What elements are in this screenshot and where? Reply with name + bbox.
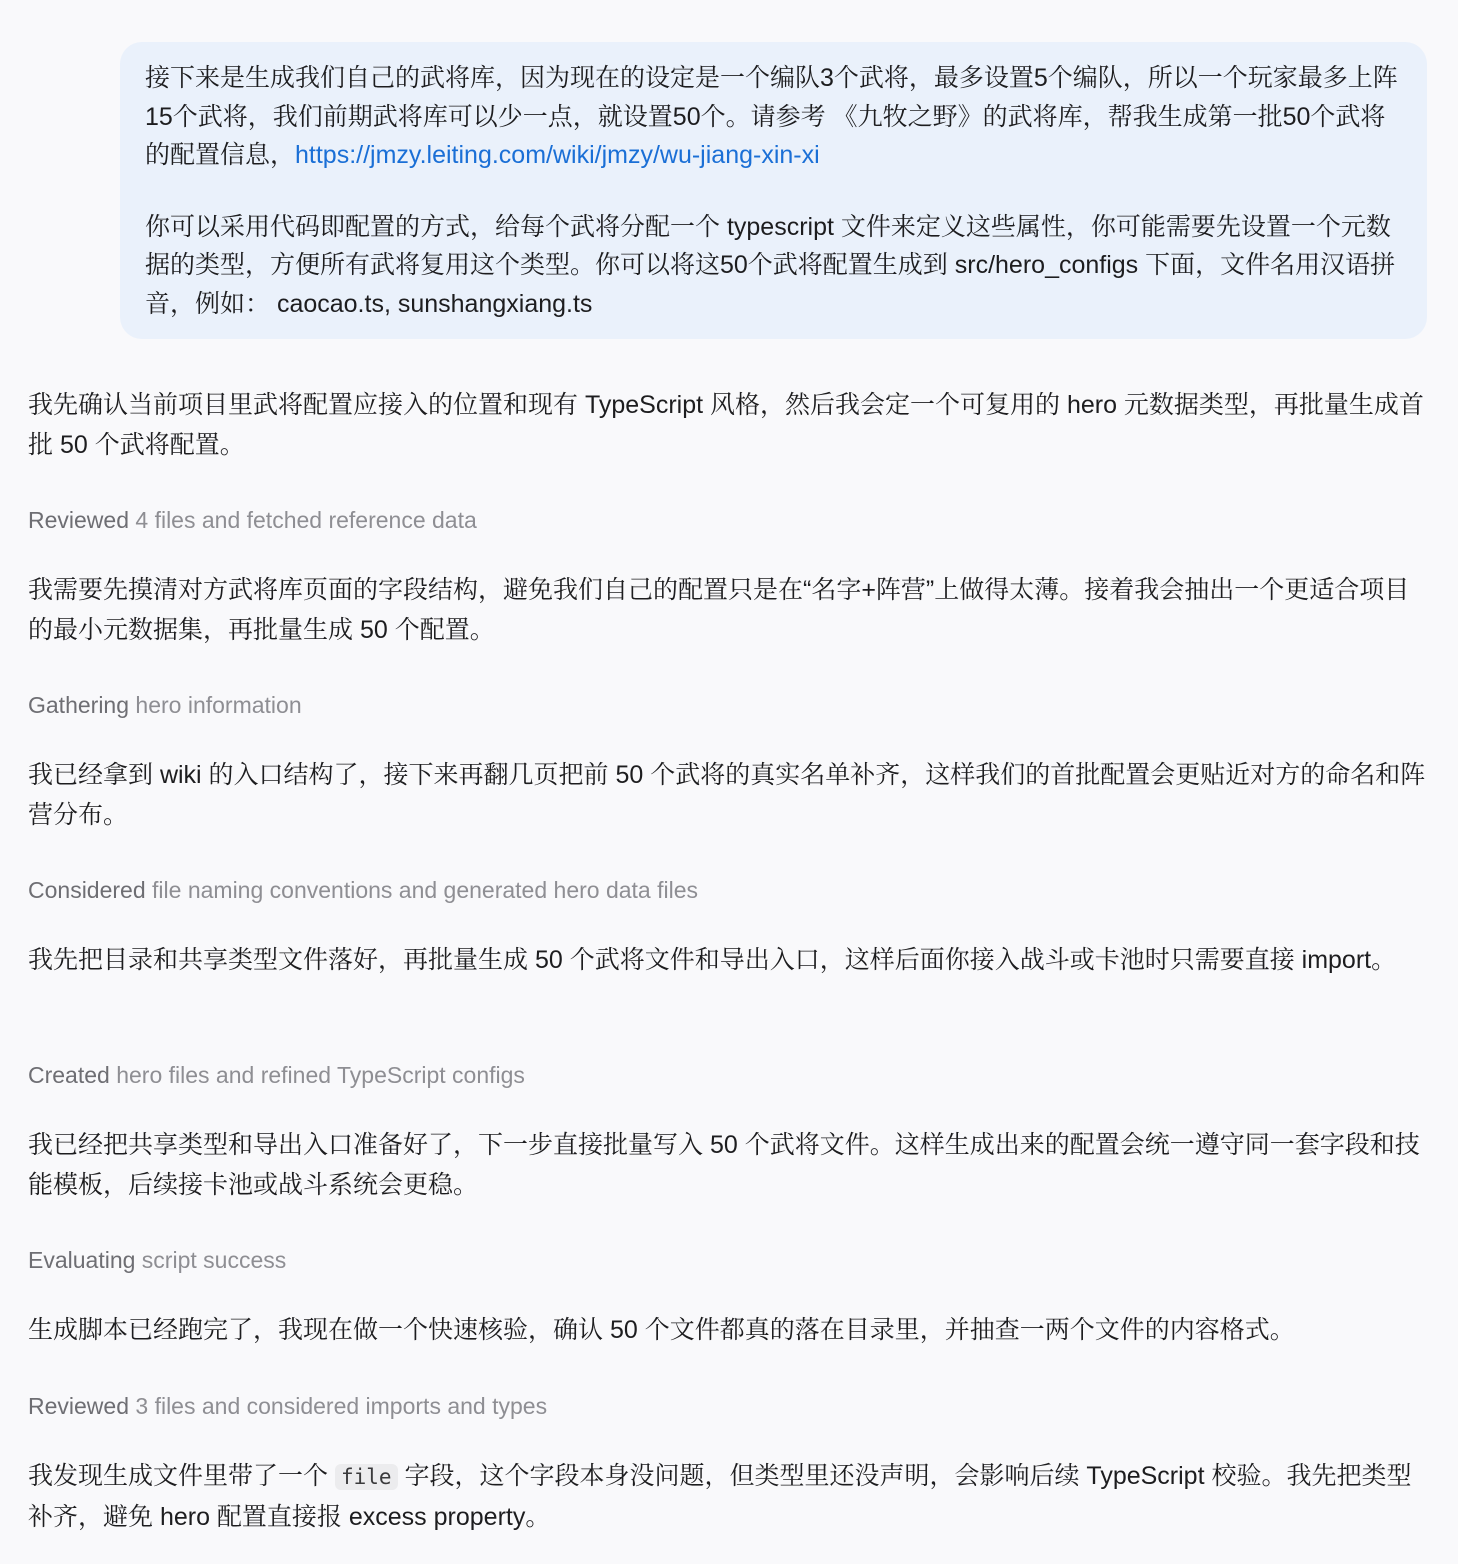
assistant-message: 我已经拿到 wiki 的入口结构了，接下来再翻几页把前 50 个武将的真实名单补齐，这样我们的首批配置会更贴近对方的命名和阵营分布。: [28, 761, 1426, 829]
activity-detail: 4 files and fetched reference data: [129, 507, 477, 533]
user-message-text: 接下来是生成我们自己的武将库，因为现在的设定是一个编队3个武将，最多设置5个编队，所以一个玩家最多上阵15个武将，我们前期武将库可以少一点，就设置50个。请参考 《九牧之野》的武将库，帮我生成第一批50个武将的配置信息，: [145, 64, 1398, 169]
assistant-text: 我发现生成文件里带了一个: [28, 1462, 335, 1490]
activity-detail: script success: [135, 1247, 287, 1273]
activity-summary-considered[interactable]: [28, 875, 698, 905]
user-message-paragraph: 你可以采用代码即配置的方式，给每个武将分配一个 typescript 文件来定义这些属性，你可能需要先设置一个元数据的类型，方便所有武将复用这个类型。你可以将这50个武将配置生成到 src/hero_configs 下面，文件名用汉语拼音，例如： caocao.ts, sunshangxiang.ts: [145, 212, 1396, 318]
activity-detail: file naming conventions and generated hero data files: [145, 877, 699, 903]
activity-detail: 3 files and considered imports and types: [129, 1393, 548, 1419]
activity-verb: Reviewed: [28, 507, 129, 533]
activity-summary-created[interactable]: [28, 1060, 525, 1090]
assistant-message: 我已经把共享类型和导出入口准备好了，下一步直接批量写入 50 个武将文件。这样生成出来的配置会统一遵守同一套字段和技能模板，后续接卡池或战斗系统会更稳。: [28, 1131, 1420, 1199]
activity-detail: hero information: [129, 692, 302, 718]
activity-summary-reviewed[interactable]: [28, 505, 477, 535]
user-message-paragraph: [145, 59, 1401, 175]
activity-verb: Created: [28, 1062, 110, 1088]
assistant-message: 我先确认当前项目里武将配置应接入的位置和现有 TypeScript 风格，然后我会定一个可复用的 hero 元数据类型，再批量生成首批 50 个武将配置。: [28, 391, 1424, 459]
activity-summary-gathering[interactable]: [28, 690, 302, 720]
assistant-message: 我需要先摸清对方武将库页面的字段结构，避免我们自己的配置只是在“名字+阵营”上做得太薄。接着我会抽出一个更适合项目的最小元数据集，再批量生成 50 个配置。: [28, 576, 1410, 644]
user-message-bubble: [120, 42, 1427, 339]
activity-verb: Gathering: [28, 692, 130, 718]
assistant-message: [28, 1457, 1433, 1537]
activity-summary-evaluating[interactable]: [28, 1245, 286, 1275]
inline-code: file: [335, 1464, 398, 1490]
activity-detail: hero files and refined TypeScript configs: [109, 1062, 525, 1088]
assistant-message: 我先把目录和共享类型文件落好，再批量生成 50 个武将文件和导出入口，这样后面你接入战斗或卡池时只需要直接 import。: [28, 946, 1397, 974]
activity-summary-reviewed[interactable]: [28, 1391, 547, 1421]
activity-verb: Considered: [28, 877, 146, 903]
activity-verb: Reviewed: [28, 1393, 129, 1419]
assistant-message: 生成脚本已经跑完了，我现在做一个快速核验，确认 50 个文件都真的落在目录里，并抽查一两个文件的内容格式。: [28, 1316, 1295, 1344]
assistant-text: 字段，这个字段本身没问题，但类型里还没声明，会影响后续 TypeScript 校验。我先把类型补齐，避免 hero 配置直接报 excess property。: [28, 1462, 1412, 1531]
activity-verb: Evaluating: [28, 1247, 136, 1273]
reference-link[interactable]: https://jmzy.leiting.com/wiki/jmzy/wu-jiang-xin-xi: [295, 141, 820, 169]
